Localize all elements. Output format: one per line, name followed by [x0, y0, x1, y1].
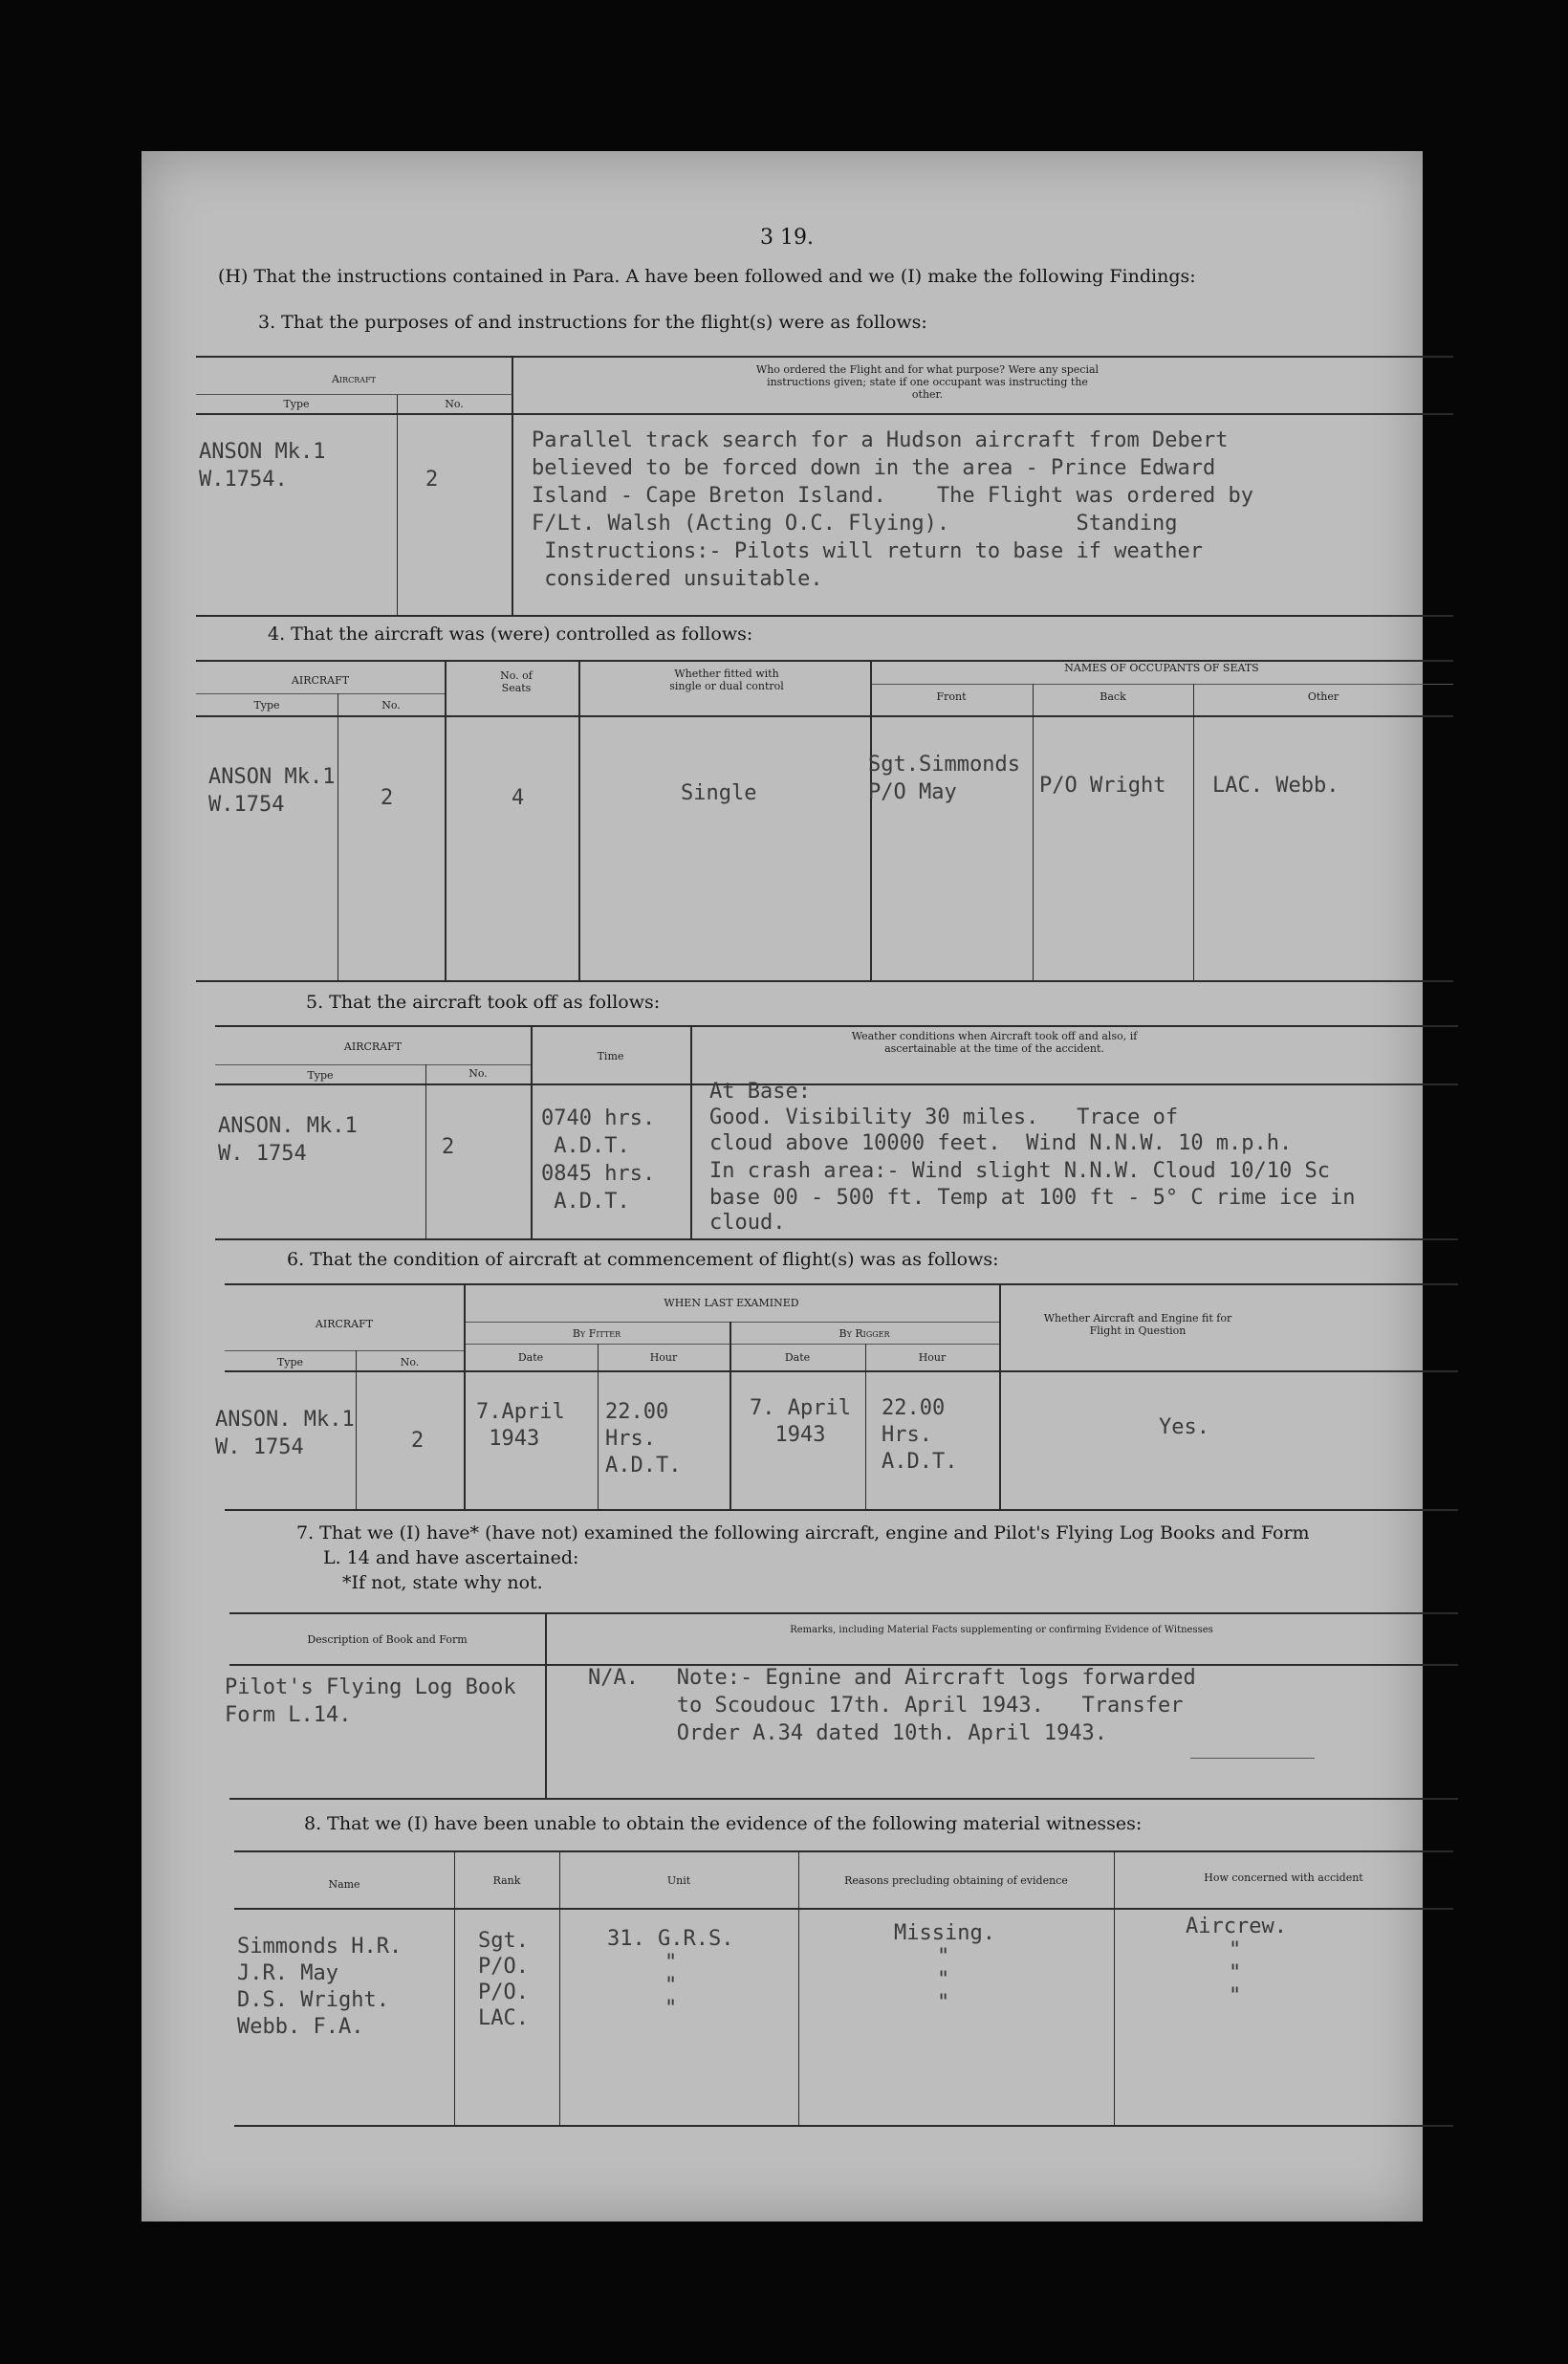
s8-unit: 31. G.R.S. [607, 1927, 734, 1951]
s6-type-line: ANSON. Mk.1 [215, 1408, 355, 1432]
s6-rigger-hour-line: Hrs. [882, 1423, 932, 1447]
s4-control: Single [681, 781, 757, 805]
s5-time-line: A.D.T. [541, 1134, 630, 1158]
s3-no: 2 [425, 468, 439, 492]
s6-rigger-hour-line: 22.00 [882, 1396, 946, 1420]
s5-no: 2 [442, 1135, 455, 1159]
s3-text-line: Instructions:- Pilots will return to base if weather [532, 539, 1203, 563]
s3-col-aircraft: Aircraft [332, 373, 376, 385]
s4-front-line: P/O May [868, 780, 957, 804]
s3-type-line: W.1754. [199, 468, 288, 492]
s6-col-no: No. [400, 1356, 420, 1368]
s8-name: D.S. Wright. [237, 1988, 389, 2012]
s6-fitter-date-line: 7.April [476, 1400, 565, 1424]
s6-no: 2 [411, 1429, 425, 1453]
s8-col-name: Name [328, 1878, 360, 1891]
s4-back: P/O Wright [1039, 774, 1166, 798]
s4-heading: 4. That the aircraft was (were) controlled as follows: [268, 624, 753, 645]
s6-heading: 6. That the condition of aircraft at commencement of flight(s) was as follows: [287, 1249, 999, 1270]
s5-col-time: Time [597, 1050, 624, 1062]
s4-col-no: No. [381, 699, 401, 711]
s6-col-date: Date [517, 1351, 544, 1364]
s8-col-unit: Unit [666, 1874, 691, 1887]
s8-reason: " [937, 1968, 950, 1992]
s8-col-how: How concerned with accident [1204, 1872, 1363, 1884]
s5-weather-line: cloud above 10000 feet. Wind N.N.W. 10 m.p.h. [709, 1131, 1293, 1155]
s3-col-no: No. [445, 398, 464, 410]
s5-weather-line: At Base: [709, 1080, 811, 1104]
s4-other: LAC. Webb. [1212, 774, 1339, 798]
s8-col-reasons: Reasons precluding obtaining of evidence [844, 1874, 1068, 1887]
s6-rigger-date-line: 1943 [750, 1423, 826, 1447]
s5-type-line: W. 1754 [218, 1142, 307, 1166]
s6-col-aircraft: AIRCRAFT [315, 1318, 374, 1330]
s4-col-front: Front [936, 690, 967, 703]
s5-col-aircraft: AIRCRAFT [343, 1040, 403, 1053]
s7-col-desc: Description of Book and Form [307, 1633, 468, 1646]
s3-col-who: Who ordered the Flight and for what purpose? Were any special instructions given; state if one occupant was instructing the other. [755, 363, 1100, 401]
s6-col-date: Date [784, 1351, 811, 1364]
s6-col-fit: Whether Aircraft and Engine fit for Flight in Question [1043, 1312, 1232, 1337]
s7-desc-line: Pilot's Flying Log Book [225, 1675, 516, 1699]
s8-unit: " [664, 1997, 678, 2021]
s7-remarks-line: to Scoudouc 17th. April 1943. Transfer [588, 1694, 1184, 1718]
s7-col-remarks: Remarks, including Material Facts supplementing or confirming Evidence of Witnesses [790, 1625, 1213, 1635]
s6-fitter-hour-line: Hrs. [605, 1427, 656, 1451]
s8-rank: P/O. [478, 1955, 529, 1979]
s7-desc-line: Form L.14. [225, 1703, 352, 1727]
s8-rank: P/O. [478, 1981, 529, 2004]
s8-col-rank: Rank [492, 1874, 521, 1887]
s7-heading-line: 7. That we (I) have* (have not) examined the following aircraft, engine and Pilot's Flying Log Books and Form [296, 1522, 1310, 1543]
s5-weather-line: Good. Visibility 30 miles. Trace of [709, 1105, 1179, 1129]
s5-time-line: A.D.T. [541, 1190, 630, 1214]
s4-type-line: ANSON Mk.1 [208, 765, 336, 789]
s8-how: Aircrew. [1186, 1915, 1287, 1938]
s3-text-line: F/Lt. Walsh (Acting O.C. Flying). Standing [532, 512, 1178, 536]
s3-type-line: ANSON Mk.1 [199, 440, 326, 464]
s5-weather-line: In crash area:- Wind slight N.N.W. Cloud 10/10 Sc [709, 1159, 1331, 1183]
s6-col-by-fitter: By Fitter [572, 1327, 621, 1340]
s3-text-line: Parallel track search for a Hudson aircraft from Debert [532, 428, 1229, 452]
s8-unit: " [664, 1951, 678, 1975]
s4-col-seats: No. of Seats [500, 669, 533, 694]
s4-seats: 4 [512, 786, 525, 810]
s7-remarks-line: N/A. Note:- Egnine and Aircraft logs forwarded [588, 1666, 1196, 1690]
s6-fitter-hour-line: A.D.T. [605, 1454, 682, 1478]
s6-fitter-hour-line: 22.00 [605, 1400, 669, 1424]
s6-fitter-date-line: 1943 [476, 1427, 540, 1451]
s8-rank: Sgt. [478, 1929, 529, 1953]
s6-fit: Yes. [1159, 1415, 1209, 1439]
s6-col-by-rigger: By Rigger [838, 1327, 890, 1340]
s4-front-line: Sgt.Simmonds [868, 753, 1020, 777]
s8-name: J.R. May [237, 1961, 338, 1985]
s5-heading: 5. That the aircraft took off as follows: [306, 992, 661, 1013]
s5-col-weather: Weather conditions when Aircraft took off and also, if ascertainable at the time of the accident. [851, 1030, 1138, 1055]
s4-col-other: Other [1307, 690, 1339, 703]
s8-name: Simmonds H.R. [237, 1935, 403, 1959]
s4-col-back: Back [1100, 690, 1126, 703]
s5-col-type: Type [307, 1069, 334, 1082]
s6-col-when: WHEN LAST EXAMINED [664, 1297, 799, 1309]
s8-reason: " [937, 1991, 950, 2015]
s5-type-line: ANSON. Mk.1 [218, 1114, 358, 1138]
s3-text-line: considered unsuitable. [532, 567, 823, 591]
s6-col-hour: Hour [649, 1351, 678, 1364]
page-number: 3 19. [760, 226, 814, 250]
s7-heading-line: L. 14 and have ascertained: [323, 1547, 579, 1568]
s8-reason: " [937, 1945, 950, 1969]
s5-weather-line: cloud. [709, 1211, 786, 1235]
s5-time-line: 0740 hrs. [541, 1106, 656, 1130]
s8-unit: " [664, 1974, 678, 1998]
s6-type-line: W. 1754 [215, 1435, 304, 1459]
s8-how: " [1229, 1961, 1242, 1985]
s8-reason: Missing. [894, 1921, 995, 1945]
s6-col-hour: Hour [918, 1351, 947, 1364]
s4-no: 2 [381, 786, 394, 810]
s8-how: " [1229, 1938, 1242, 1962]
s4-type-line: W.1754 [208, 793, 285, 817]
findings-intro: (H) That the instructions contained in Para. A have been followed and we (I) make the following Findings: [218, 266, 1196, 287]
s8-how: " [1229, 1984, 1242, 2008]
s5-time-line: 0845 hrs. [541, 1162, 656, 1186]
s7-heading-line: *If not, state why not. [342, 1572, 543, 1593]
s4-col-type: Type [253, 699, 280, 711]
s6-col-type: Type [276, 1356, 304, 1368]
s7-remarks-line: Order A.34 dated 10th. April 1943. [588, 1721, 1108, 1745]
s3-text-line: Island - Cape Breton Island. The Flight was ordered by [532, 484, 1253, 508]
s4-col-aircraft: AIRCRAFT [291, 674, 350, 687]
s5-weather-line: base 00 - 500 ft. Temp at 100 ft - 5° C rime ice in [709, 1186, 1356, 1210]
s4-col-names: NAMES OF OCCUPANTS OF SEATS [1064, 662, 1259, 674]
s3-col-type: Type [283, 398, 310, 410]
s6-rigger-hour-line: A.D.T. [882, 1450, 958, 1474]
s8-heading: 8. That we (I) have been unable to obtain the evidence of the following material witnesses: [304, 1813, 1143, 1834]
s3-heading: 3. That the purposes of and instructions for the flight(s) were as follows: [258, 312, 927, 333]
s8-rank: LAC. [478, 2006, 529, 2030]
s4-col-control: Whether fitted with single or dual control [669, 668, 784, 692]
s3-text-line: believed to be forced down in the area - Prince Edward [532, 456, 1216, 480]
s6-rigger-date-line: 7. April [750, 1396, 851, 1420]
s8-name: Webb. F.A. [237, 2015, 364, 2039]
s5-col-no: No. [468, 1067, 488, 1080]
